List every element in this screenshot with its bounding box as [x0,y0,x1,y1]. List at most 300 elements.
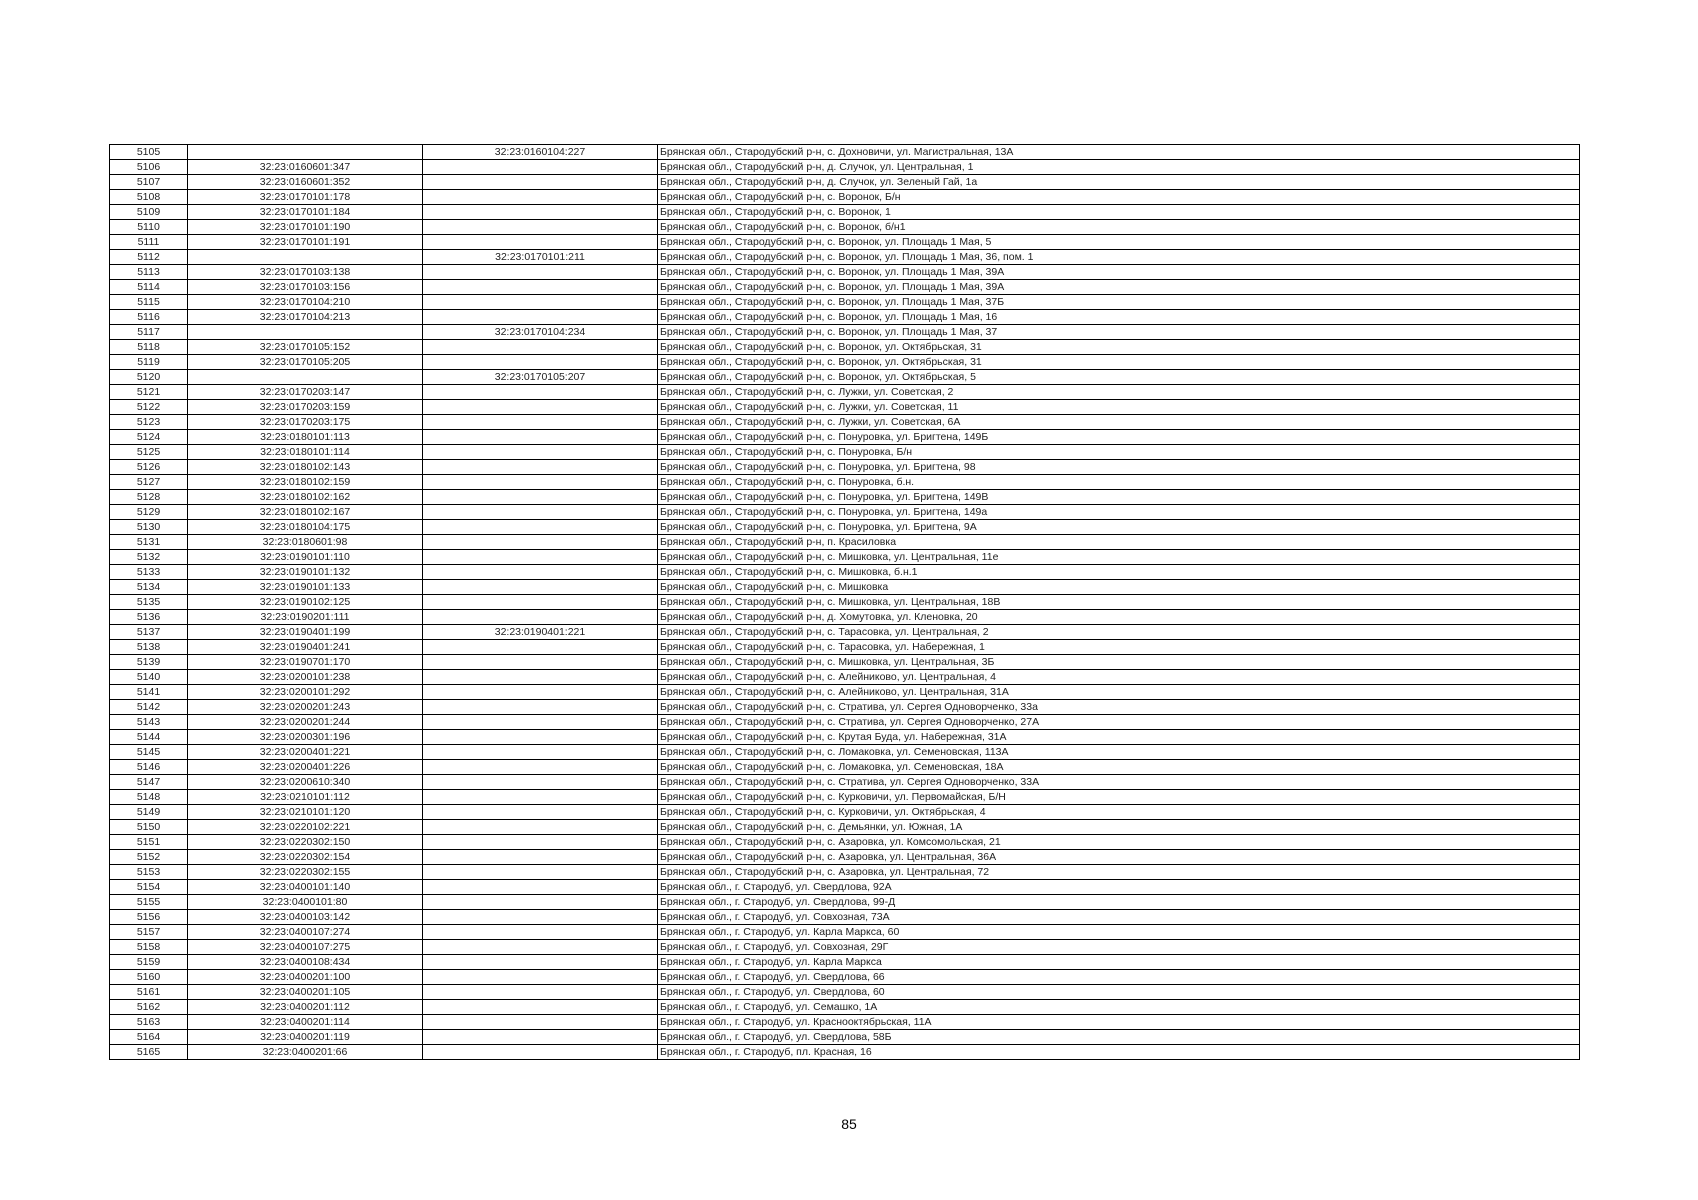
cadastral-number-cell: 32:23:0180104:175 [188,520,423,535]
secondary-cadastral-number-cell [423,280,658,295]
secondary-cadastral-number-cell: 32:23:0170105:207 [423,370,658,385]
secondary-cadastral-number-cell [423,220,658,235]
address-cell: Брянская обл., Стародубский р-н, с. Тарасовка, ул. Центральная, 2 [658,625,1580,640]
table-row [110,295,1580,310]
table-row [110,760,1580,775]
address-cell: Брянская обл., Стародубский р-н, с. Мишковка, ул. Центральная, 18В [658,595,1580,610]
cadastral-number-cell: 32:23:0190401:241 [188,640,423,655]
secondary-cadastral-number-cell [423,970,658,985]
cadastral-number-cell: 32:23:0170203:175 [188,415,423,430]
secondary-cadastral-number-cell: 32:23:0170104:234 [423,325,658,340]
address-cell: Брянская обл., Стародубский р-н, с. Курковичи, ул. Октябрьская, 4 [658,805,1580,820]
cadastral-number-cell: 32:23:0400201:66 [188,1045,423,1060]
row-number-cell: 5161 [110,985,188,1000]
row-number-cell: 5145 [110,745,188,760]
cadastral-number-cell: 32:23:0170104:210 [188,295,423,310]
row-number-cell: 5122 [110,400,188,415]
address-cell: Брянская обл., Стародубский р-н, с. Алейниково, ул. Центральная, 4 [658,670,1580,685]
cadastral-number-cell: 32:23:0210101:112 [188,790,423,805]
cadastral-number-cell: 32:23:0220102:221 [188,820,423,835]
cadastral-number-cell: 32:23:0170103:138 [188,265,423,280]
table-row [110,490,1580,505]
address-cell: Брянская обл., г. Стародуб, ул. Свердлова, 92А [658,880,1580,895]
row-number-cell: 5134 [110,580,188,595]
secondary-cadastral-number-cell [423,670,658,685]
secondary-cadastral-number-cell [423,295,658,310]
cadastral-number-cell: 32:23:0220302:155 [188,865,423,880]
secondary-cadastral-number-cell [423,265,658,280]
secondary-cadastral-number-cell [423,505,658,520]
address-cell: Брянская обл., Стародубский р-н, с. Понуровка, ул. Бригтена, 149а [658,505,1580,520]
table-row [110,880,1580,895]
row-number-cell: 5115 [110,295,188,310]
cadastral-number-cell: 32:23:0400107:274 [188,925,423,940]
cadastral-number-cell: 32:23:0200201:243 [188,700,423,715]
secondary-cadastral-number-cell [423,190,658,205]
secondary-cadastral-number-cell [423,940,658,955]
table-row [110,235,1580,250]
secondary-cadastral-number-cell [423,655,658,670]
cadastral-number-cell: 32:23:0200401:226 [188,760,423,775]
secondary-cadastral-number-cell [423,700,658,715]
table-body [110,145,1580,1060]
row-number-cell: 5129 [110,505,188,520]
table-row [110,985,1580,1000]
table-row [110,895,1580,910]
cadastral-number-cell: 32:23:0210101:120 [188,805,423,820]
address-cell: Брянская обл., г. Стародуб, пл. Красная, 16 [658,1045,1580,1060]
table-row [110,625,1580,640]
secondary-cadastral-number-cell [423,685,658,700]
address-cell: Брянская обл., Стародубский р-н, с. Воронок, ул. Октябрьская, 31 [658,355,1580,370]
table-row [110,955,1580,970]
address-cell: Брянская обл., Стародубский р-н, с. Воронок, ул. Площадь 1 Мая, 16 [658,310,1580,325]
row-number-cell: 5152 [110,850,188,865]
cadastral-number-cell: 32:23:0180101:113 [188,430,423,445]
cadastral-number-cell: 32:23:0400108:434 [188,955,423,970]
address-cell: Брянская обл., Стародубский р-н, с. Понуровка, ул. Бригтена, 98 [658,460,1580,475]
address-cell: Брянская обл., Стародубский р-н, с. Понуровка, Б/н [658,445,1580,460]
table-row [110,1030,1580,1045]
row-number-cell: 5117 [110,325,188,340]
table-row [110,325,1580,340]
address-cell: Брянская обл., г. Стародуб, ул. Краснооктябрьская, 11А [658,1015,1580,1030]
address-cell: Брянская обл., Стародубский р-н, с. Алейниково, ул. Центральная, 31А [658,685,1580,700]
row-number-cell: 5106 [110,160,188,175]
row-number-cell: 5125 [110,445,188,460]
secondary-cadastral-number-cell [423,835,658,850]
table-row [110,790,1580,805]
address-cell: Брянская обл., Стародубский р-н, с. Воронок, ул. Площадь 1 Мая, 37Б [658,295,1580,310]
table-row [110,445,1580,460]
address-cell: Брянская обл., Стародубский р-н, с. Дохновичи, ул. Магистральная, 13А [658,145,1580,160]
address-cell: Брянская обл., Стародубский р-н, с. Азаровка, ул. Комсомольская, 21 [658,835,1580,850]
secondary-cadastral-number-cell [423,820,658,835]
address-cell: Брянская обл., Стародубский р-н, с. Мишковка, ул. Центральная, 3Б [658,655,1580,670]
row-number-cell: 5124 [110,430,188,445]
row-number-cell: 5157 [110,925,188,940]
table-row [110,1015,1580,1030]
secondary-cadastral-number-cell [423,925,658,940]
table-row [110,475,1580,490]
cadastral-number-cell: 32:23:0170101:190 [188,220,423,235]
secondary-cadastral-number-cell [423,205,658,220]
cadastral-number-cell: 32:23:0190101:132 [188,565,423,580]
address-cell: Брянская обл., Стародубский р-н, с. Понуровка, ул. Бригтена, 149В [658,490,1580,505]
row-number-cell: 5148 [110,790,188,805]
row-number-cell: 5147 [110,775,188,790]
cadastral-number-cell: 32:23:0190201:111 [188,610,423,625]
secondary-cadastral-number-cell: 32:23:0190401:221 [423,625,658,640]
secondary-cadastral-number-cell [423,160,658,175]
cadastral-number-cell [188,325,423,340]
cadastral-number-cell: 32:23:0170203:159 [188,400,423,415]
cadastral-number-cell: 32:23:0400101:140 [188,880,423,895]
cadastral-number-cell: 32:23:0160601:347 [188,160,423,175]
table-row [110,1000,1580,1015]
cadastral-number-cell: 32:23:0180102:162 [188,490,423,505]
cadastral-number-cell: 32:23:0170101:178 [188,190,423,205]
secondary-cadastral-number-cell [423,490,658,505]
row-number-cell: 5105 [110,145,188,160]
address-cell: Брянская обл., Стародубский р-н, с. Ломаковка, ул. Семеновская, 113А [658,745,1580,760]
table-row [110,685,1580,700]
row-number-cell: 5138 [110,640,188,655]
row-number-cell: 5119 [110,355,188,370]
cadastral-number-cell: 32:23:0400201:119 [188,1030,423,1045]
row-number-cell: 5153 [110,865,188,880]
table-row [110,925,1580,940]
table-row [110,145,1580,160]
address-cell: Брянская обл., Стародубский р-н, с. Крутая Буда, ул. Набережная, 31А [658,730,1580,745]
address-cell: Брянская обл., Стародубский р-н, с. Демьянки, ул. Южная, 1А [658,820,1580,835]
secondary-cadastral-number-cell [423,850,658,865]
cadastral-number-cell: 32:23:0220302:150 [188,835,423,850]
row-number-cell: 5158 [110,940,188,955]
secondary-cadastral-number-cell [423,460,658,475]
table-row [110,505,1580,520]
table-row [110,250,1580,265]
table-row [110,355,1580,370]
row-number-cell: 5151 [110,835,188,850]
secondary-cadastral-number-cell [423,910,658,925]
address-cell: Брянская обл., Стародубский р-н, с. Воронок, ул. Площадь 1 Мая, 39А [658,265,1580,280]
address-cell: Брянская обл., г. Стародуб, ул. Свердлова, 60 [658,985,1580,1000]
secondary-cadastral-number-cell [423,565,658,580]
address-cell: Брянская обл., Стародубский р-н, с. Лужки, ул. Советская, 11 [658,400,1580,415]
row-number-cell: 5165 [110,1045,188,1060]
secondary-cadastral-number-cell [423,1045,658,1060]
row-number-cell: 5127 [110,475,188,490]
secondary-cadastral-number-cell [423,880,658,895]
cadastral-number-cell: 32:23:0170103:156 [188,280,423,295]
cadastral-number-cell: 32:23:0400201:100 [188,970,423,985]
table-row [110,730,1580,745]
row-number-cell: 5141 [110,685,188,700]
secondary-cadastral-number-cell [423,1030,658,1045]
table-row [110,940,1580,955]
cadastral-number-cell: 32:23:0400107:275 [188,940,423,955]
cadastral-number-cell: 32:23:0400201:105 [188,985,423,1000]
row-number-cell: 5140 [110,670,188,685]
table-row [110,580,1580,595]
row-number-cell: 5142 [110,700,188,715]
secondary-cadastral-number-cell [423,640,658,655]
secondary-cadastral-number-cell [423,745,658,760]
cadastral-number-cell: 32:23:0180102:159 [188,475,423,490]
row-number-cell: 5112 [110,250,188,265]
address-cell: Брянская обл., г. Стародуб, ул. Совхозная, 29Г [658,940,1580,955]
cadastral-number-cell: 32:23:0180601:98 [188,535,423,550]
table-row [110,700,1580,715]
address-cell: Брянская обл., Стародубский р-н, с. Мишковка, б.н.1 [658,565,1580,580]
row-number-cell: 5128 [110,490,188,505]
row-number-cell: 5144 [110,730,188,745]
table-row [110,535,1580,550]
table-row [110,550,1580,565]
row-number-cell: 5136 [110,610,188,625]
row-number-cell: 5155 [110,895,188,910]
cadastral-number-cell: 32:23:0190102:125 [188,595,423,610]
secondary-cadastral-number-cell [423,805,658,820]
table-row [110,370,1580,385]
cadastral-number-cell: 32:23:0200101:238 [188,670,423,685]
secondary-cadastral-number-cell: 32:23:0170101:211 [423,250,658,265]
cadastral-number-cell: 32:23:0200401:221 [188,745,423,760]
secondary-cadastral-number-cell [423,340,658,355]
table-row [110,670,1580,685]
address-cell: Брянская обл., г. Стародуб, ул. Совхозная, 73А [658,910,1580,925]
table-row [110,340,1580,355]
row-number-cell: 5162 [110,1000,188,1015]
secondary-cadastral-number-cell [423,400,658,415]
row-number-cell: 5164 [110,1030,188,1045]
table-row [110,820,1580,835]
secondary-cadastral-number-cell [423,445,658,460]
table-row [110,205,1580,220]
address-cell: Брянская обл., Стародубский р-н, п. Красиловка [658,535,1580,550]
row-number-cell: 5131 [110,535,188,550]
address-cell: Брянская обл., Стародубский р-н, с. Лужки, ул. Советская, 2 [658,385,1580,400]
row-number-cell: 5133 [110,565,188,580]
secondary-cadastral-number-cell [423,760,658,775]
row-number-cell: 5113 [110,265,188,280]
row-number-cell: 5114 [110,280,188,295]
table-row [110,1045,1580,1060]
row-number-cell: 5123 [110,415,188,430]
cadastral-number-cell: 32:23:0400201:112 [188,1000,423,1015]
row-number-cell: 5154 [110,880,188,895]
address-cell: Брянская обл., Стародубский р-н, с. Воронок, Б/н [658,190,1580,205]
table-row [110,565,1580,580]
table-row [110,835,1580,850]
table-row [110,910,1580,925]
row-number-cell: 5120 [110,370,188,385]
table-row [110,265,1580,280]
secondary-cadastral-number-cell [423,175,658,190]
secondary-cadastral-number-cell [423,1015,658,1030]
cadastral-number-cell: 32:23:0170101:191 [188,235,423,250]
row-number-cell: 5108 [110,190,188,205]
table-row [110,280,1580,295]
table-row [110,400,1580,415]
row-number-cell: 5137 [110,625,188,640]
row-number-cell: 5135 [110,595,188,610]
row-number-cell: 5121 [110,385,188,400]
property-table [109,144,1580,1060]
secondary-cadastral-number-cell [423,415,658,430]
secondary-cadastral-number-cell [423,385,658,400]
table-row [110,175,1580,190]
secondary-cadastral-number-cell: 32:23:0160104:227 [423,145,658,160]
address-cell: Брянская обл., Стародубский р-н, с. Азаровка, ул. Центральная, 36А [658,850,1580,865]
secondary-cadastral-number-cell [423,430,658,445]
table-row [110,430,1580,445]
row-number-cell: 5159 [110,955,188,970]
address-cell: Брянская обл., Стародубский р-н, с. Лужки, ул. Советская, 6А [658,415,1580,430]
cadastral-number-cell: 32:23:0170105:205 [188,355,423,370]
row-number-cell: 5118 [110,340,188,355]
secondary-cadastral-number-cell [423,730,658,745]
address-cell: Брянская обл., Стародубский р-н, д. Хомутовка, ул. Кленовка, 20 [658,610,1580,625]
table-row [110,745,1580,760]
page-number: 85 [841,1116,857,1132]
table-row [110,775,1580,790]
cadastral-number-cell: 32:23:0200301:196 [188,730,423,745]
secondary-cadastral-number-cell [423,235,658,250]
cadastral-number-cell: 32:23:0170104:213 [188,310,423,325]
address-cell: Брянская обл., Стародубский р-н, с. Воронок, 1 [658,205,1580,220]
table-row [110,805,1580,820]
row-number-cell: 5130 [110,520,188,535]
row-number-cell: 5116 [110,310,188,325]
cadastral-number-cell: 32:23:0220302:154 [188,850,423,865]
address-cell: Брянская обл., Стародубский р-н, с. Курковичи, ул. Первомайская, Б/Н [658,790,1580,805]
row-number-cell: 5163 [110,1015,188,1030]
cadastral-number-cell: 32:23:0180101:114 [188,445,423,460]
address-cell: Брянская обл., Стародубский р-н, с. Понуровка, ул. Бригтена, 9А [658,520,1580,535]
address-cell: Брянская обл., Стародубский р-н, с. Воронок, б/н1 [658,220,1580,235]
secondary-cadastral-number-cell [423,595,658,610]
address-cell: Брянская обл., Стародубский р-н, с. Понуровка, ул. Бригтена, 149Б [658,430,1580,445]
row-number-cell: 5107 [110,175,188,190]
table-row [110,310,1580,325]
secondary-cadastral-number-cell [423,580,658,595]
table-row [110,610,1580,625]
table-row [110,190,1580,205]
row-number-cell: 5126 [110,460,188,475]
secondary-cadastral-number-cell [423,985,658,1000]
address-cell: Брянская обл., Стародубский р-н, с. Стратива, ул. Сергея Одноворченко, 33а [658,700,1580,715]
secondary-cadastral-number-cell [423,865,658,880]
table-row [110,415,1580,430]
secondary-cadastral-number-cell [423,790,658,805]
secondary-cadastral-number-cell [423,475,658,490]
cadastral-number-cell [188,370,423,385]
cadastral-number-cell: 32:23:0170101:184 [188,205,423,220]
row-number-cell: 5160 [110,970,188,985]
address-cell: Брянская обл., Стародубский р-н, с. Воронок, ул. Площадь 1 Мая, 5 [658,235,1580,250]
address-cell: Брянская обл., г. Стародуб, ул. Семашко, 1А [658,1000,1580,1015]
secondary-cadastral-number-cell [423,550,658,565]
cadastral-number-cell: 32:23:0170203:147 [188,385,423,400]
address-cell: Брянская обл., г. Стародуб, ул. Свердлова, 58Б [658,1030,1580,1045]
secondary-cadastral-number-cell [423,355,658,370]
cadastral-number-cell: 32:23:0190401:199 [188,625,423,640]
row-number-cell: 5132 [110,550,188,565]
address-cell: Брянская обл., Стародубский р-н, с. Азаровка, ул. Центральная, 72 [658,865,1580,880]
table-row [110,595,1580,610]
address-cell: Брянская обл., Стародубский р-н, с. Стратива, ул. Сергея Одноворченко, 27А [658,715,1580,730]
row-number-cell: 5111 [110,235,188,250]
table-row [110,385,1580,400]
address-cell: Брянская обл., Стародубский р-н, с. Воронок, ул. Октябрьская, 31 [658,340,1580,355]
cadastral-number-cell: 32:23:0170105:152 [188,340,423,355]
row-number-cell: 5146 [110,760,188,775]
address-cell: Брянская обл., Стародубский р-н, с. Ломаковка, ул. Семеновская, 18А [658,760,1580,775]
row-number-cell: 5109 [110,205,188,220]
address-cell: Брянская обл., Стародубский р-н, с. Воронок, ул. Площадь 1 Мая, 36, пом. 1 [658,250,1580,265]
address-cell: Брянская обл., Стародубский р-н, д. Случок, ул. Центральная, 1 [658,160,1580,175]
address-cell: Брянская обл., Стародубский р-н, д. Случок, ул. Зеленый Гай, 1а [658,175,1580,190]
table-row [110,655,1580,670]
table-row [110,970,1580,985]
row-number-cell: 5143 [110,715,188,730]
cadastral-number-cell: 32:23:0200101:292 [188,685,423,700]
address-cell: Брянская обл., г. Стародуб, ул. Свердлова, 99-Д [658,895,1580,910]
row-number-cell: 5156 [110,910,188,925]
table-row [110,865,1580,880]
secondary-cadastral-number-cell [423,310,658,325]
address-cell: Брянская обл., Стародубский р-н, с. Стратива, ул. Сергея Одноворченко, 33А [658,775,1580,790]
secondary-cadastral-number-cell [423,520,658,535]
cadastral-number-cell: 32:23:0160601:352 [188,175,423,190]
address-cell: Брянская обл., Стародубский р-н, с. Воронок, ул. Октябрьская, 5 [658,370,1580,385]
cadastral-number-cell: 32:23:0400201:114 [188,1015,423,1030]
address-cell: Брянская обл., Стародубский р-н, с. Мишковка [658,580,1580,595]
secondary-cadastral-number-cell [423,610,658,625]
cadastral-number-cell: 32:23:0180102:167 [188,505,423,520]
address-cell: Брянская обл., Стародубский р-н, с. Воронок, ул. Площадь 1 Мая, 39А [658,280,1580,295]
table-row [110,160,1580,175]
row-number-cell: 5149 [110,805,188,820]
cadastral-number-cell [188,145,423,160]
secondary-cadastral-number-cell [423,775,658,790]
address-cell: Брянская обл., Стародубский р-н, с. Воронок, ул. Площадь 1 Мая, 37 [658,325,1580,340]
secondary-cadastral-number-cell [423,895,658,910]
cadastral-number-cell: 32:23:0190101:110 [188,550,423,565]
table-row [110,460,1580,475]
table-row [110,640,1580,655]
address-cell: Брянская обл., Стародубский р-н, с. Мишковка, ул. Центральная, 11е [658,550,1580,565]
row-number-cell: 5139 [110,655,188,670]
secondary-cadastral-number-cell [423,535,658,550]
table-row [110,850,1580,865]
row-number-cell: 5150 [110,820,188,835]
table-row [110,715,1580,730]
cadastral-number-cell [188,250,423,265]
secondary-cadastral-number-cell [423,955,658,970]
cadastral-number-cell: 32:23:0400103:142 [188,910,423,925]
address-cell: Брянская обл., Стародубский р-н, с. Тарасовка, ул. Набережная, 1 [658,640,1580,655]
cadastral-number-cell: 32:23:0200201:244 [188,715,423,730]
table-row [110,220,1580,235]
cadastral-number-cell: 32:23:0190701:170 [188,655,423,670]
cadastral-number-cell: 32:23:0400101:80 [188,895,423,910]
address-cell: Брянская обл., Стародубский р-н, с. Понуровка, б.н. [658,475,1580,490]
address-cell: Брянская обл., г. Стародуб, ул. Свердлова, 66 [658,970,1580,985]
table-row [110,520,1580,535]
